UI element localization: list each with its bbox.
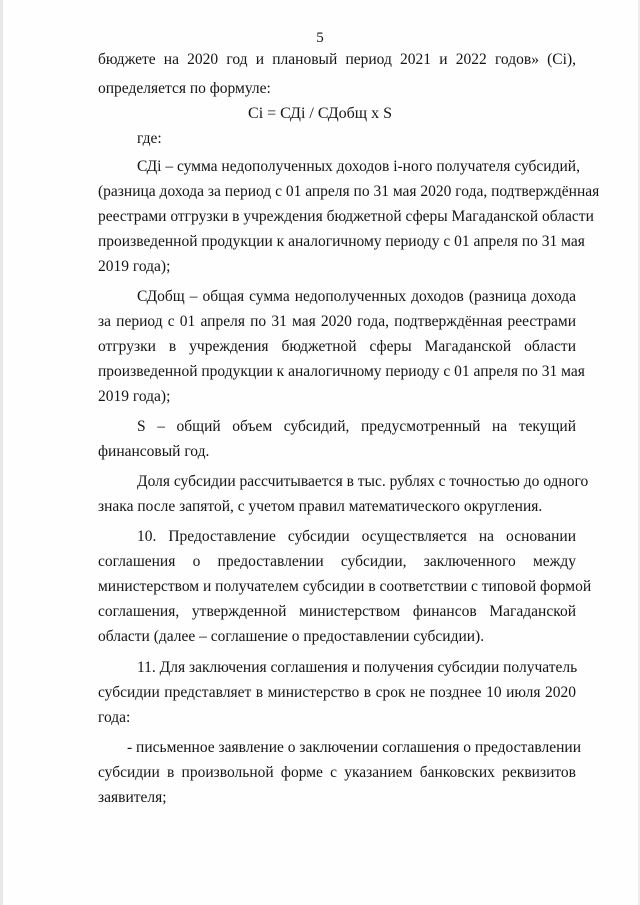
text-line: определяется по формуле: <box>98 80 271 97</box>
text-line: СДобщ – общая сумма недополученных доходов (разница дохода <box>137 288 576 305</box>
text-line: 11. Для заключения соглашения и получения субсидии получатель <box>137 659 578 676</box>
text-line: заявителя; <box>98 789 167 806</box>
text-line: 10. Предоставление субсидии осуществляется на основании <box>137 528 576 545</box>
text-line: отгрузки в учреждения бюджетной сферы Магаданской области <box>98 338 576 355</box>
text-line: 2019 года); <box>98 258 171 275</box>
text-line: области (далее – соглашение о предоставлении субсидии). <box>98 628 485 645</box>
text-line: министерством и получателем субсидии в соответствии с типовой формой <box>98 578 592 595</box>
text-line: где: <box>137 130 162 147</box>
text-line: за период с 01 апреля по 31 мая 2020 года, подтверждённая реестрами <box>98 313 576 330</box>
text-line: реестрами отгрузки в учреждения бюджетной сферы Магаданской области <box>98 208 594 225</box>
text-line: (разница дохода за период с 01 апреля по 31 мая 2020 года, подтверждённая <box>98 183 600 200</box>
text-line: субсидии представляет в министерство в срок не позднее 10 июля 2020 <box>98 684 576 701</box>
page-number: 5 <box>316 30 324 46</box>
text-line: субсидии в произвольной форме с указанием банковских реквизитов <box>98 764 576 781</box>
text-line: знака после запятой, с учетом правил математического округления. <box>98 498 543 515</box>
text-line: года: <box>98 709 131 726</box>
text-line: СДi – сумма недополученных доходов i-ного получателя субсидий, <box>137 158 580 175</box>
text-line: произведенной продукции к аналогичному периоду с 01 апреля по 31 мая <box>98 233 585 250</box>
text-line: соглашения, утвержденной министерством финансов Магаданской <box>98 603 576 620</box>
text-line: Доля субсидии рассчитывается в тыс. рублях с точностью до одного <box>137 473 589 490</box>
text-line: соглашения о предоставлении субсидии, заключенного между <box>98 553 576 570</box>
formula: Ci = СДi / СДобщ x S <box>248 105 392 122</box>
text-line: S – общий объем субсидий, предусмотренный на текущий <box>137 418 576 435</box>
text-line: - письменное заявление о заключении соглашения о предоставлении <box>127 739 581 756</box>
text-line: финансовый год. <box>98 443 210 460</box>
text-line: бюджете на 2020 год и плановый период 2021 и 2022 годов» (Ci), <box>98 51 576 68</box>
text-line: произведенной продукции к аналогичному периоду с 01 апреля по 31 мая <box>98 363 585 380</box>
text-line: 2019 года); <box>98 388 171 405</box>
